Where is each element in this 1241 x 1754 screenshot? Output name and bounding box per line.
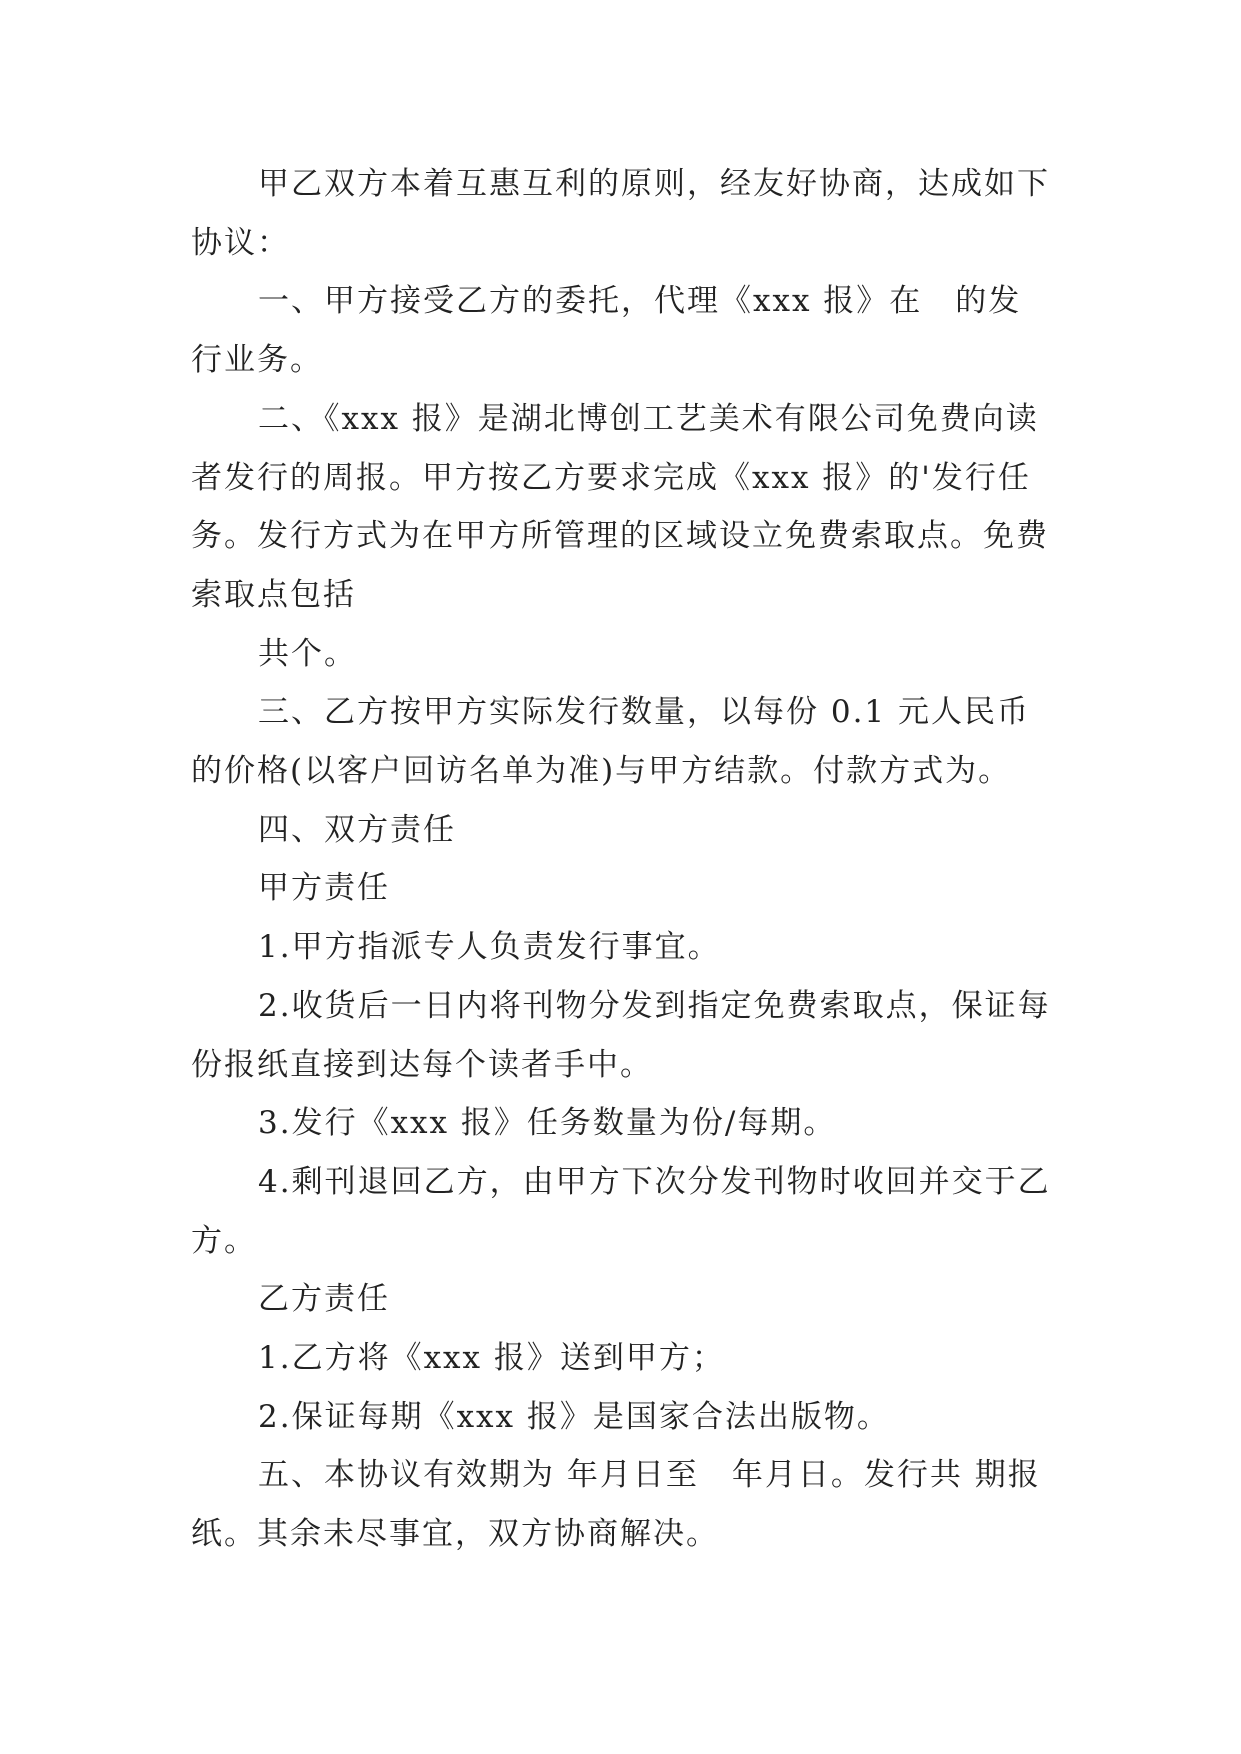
paragraph-clause-5: 五、本协议有效期为 年月日至 年月日。发行共 期报纸。其余未尽事宜，双方协商解决。 xyxy=(191,1457,1041,1553)
paragraph-count: 共个。 xyxy=(258,635,357,672)
paragraph-clause-3: 三、乙方按甲方实际发行数量，以每份 0.1 元人民币的价格(以客户回访名单为准)与甲方结款。付款方式为。 xyxy=(191,694,1031,790)
paragraph-clause-1: 一、甲方接受乙方的委托，代理《xxx 报》在 的发行业务。 xyxy=(191,283,1022,379)
paragraph-party-b-heading: 乙方责任 xyxy=(258,1281,390,1318)
paragraph-clause-2: 二、《xxx 报》是湖北博创工艺美术有限公司免费向读者发行的周报。甲方按乙方要求完成《xxx 报》的'发行任务。发行方式为在甲方所管理的区域设立免费索取点。免费索取点包括 xyxy=(191,400,1049,613)
paragraph-intro: 甲乙双方本着互惠互利的原则，经友好协商，达成如下协议： xyxy=(191,166,1050,261)
paragraph-party-a-item-4: 4.剩刊退回乙方，由甲方下次分发刊物时收回并交于乙方。 xyxy=(191,1163,1051,1259)
paragraph-party-a-item-2: 2.收货后一日内将刊物分发到指定免费索取点，保证每份报纸直接到达每个读者手中。 xyxy=(191,987,1051,1083)
paragraph-party-a-heading: 甲方责任 xyxy=(258,870,390,907)
paragraph-clause-4-heading: 四、双方责任 xyxy=(258,811,456,848)
paragraph-party-b-item-1: 1.乙方将《xxx 报》送到甲方； xyxy=(258,1340,725,1377)
document-body xyxy=(191,155,1051,1564)
paragraph-party-b-item-2: 2.保证每期《xxx 报》是国家合法出版物。 xyxy=(258,1398,890,1435)
paragraph-party-a-item-3: 3.发行《xxx 报》任务数量为份/每期。 xyxy=(258,1105,837,1142)
paragraph-party-a-item-1: 1.甲方指派专人负责发行事宜。 xyxy=(258,929,721,966)
